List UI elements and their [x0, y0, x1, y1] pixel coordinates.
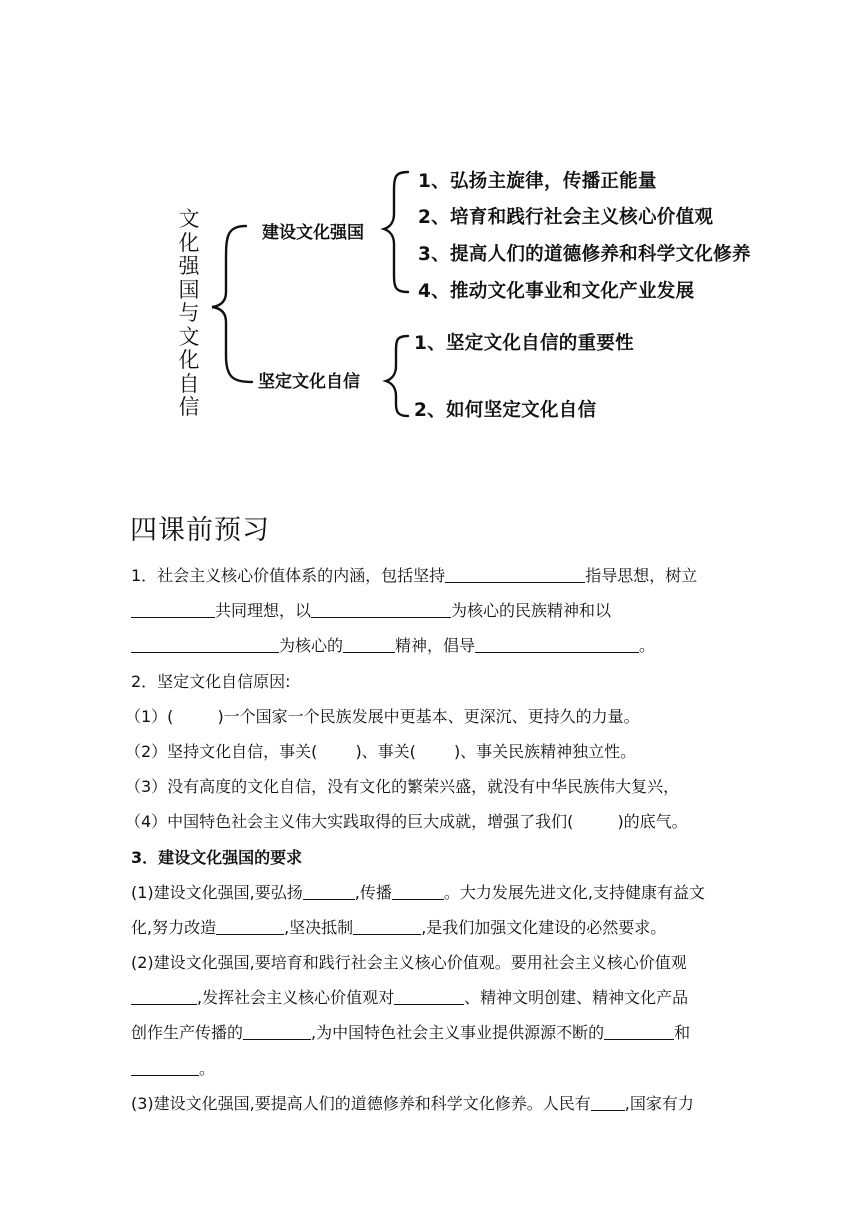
fill-blank[interactable] — [475, 636, 639, 653]
line-text: 。 — [199, 1058, 216, 1078]
line-text: 1．社会主义核心价值体系的内涵，包括坚持 — [131, 566, 446, 585]
exercise-line — [131, 664, 741, 699]
exercise-line — [125, 734, 741, 769]
line-text: 精神，倡导 — [395, 636, 476, 656]
exercise-line — [131, 945, 741, 980]
line-text: 共同理想，以 — [215, 601, 312, 621]
line-text: （3）没有高度的文化自信，没有文化的繁荣兴盛，就没有中华民族伟大复兴， — [125, 777, 680, 797]
line-text: (2)建设文化强国,要培育和践行社会主义核心价值观。要用社会主义核心价值观 — [131, 953, 687, 973]
exercise-line — [131, 1015, 741, 1050]
brace-lines — [0, 0, 860, 460]
line-text: 创作生产传播的 — [131, 1023, 244, 1043]
line-text: (3)建设文化强国,要提高人们的道德修养和科学文化修养。人民有 — [131, 1093, 591, 1113]
exercise-line — [131, 1086, 741, 1121]
exercise-line — [131, 980, 741, 1015]
exercise-line — [125, 699, 741, 734]
fill-blank[interactable] — [604, 1023, 674, 1040]
fill-blank[interactable] — [343, 636, 395, 653]
exercise-line — [131, 1051, 741, 1086]
line-text: （1）( — [125, 706, 174, 726]
exercise-line — [131, 875, 741, 910]
leaf-item: 3、提高人们的道德修养和科学文化修养 — [418, 244, 751, 265]
line-text: )一个国家一个民族发展中更基本、更深沉、更持久的力量。 — [217, 706, 640, 726]
line-text: 3．建设文化强国的要求 — [131, 847, 303, 867]
upper-brace — [384, 172, 408, 292]
branch-label-confidence: 坚定文化自信 — [258, 372, 360, 392]
fill-blank[interactable] — [243, 1023, 311, 1040]
line-text: 为核心的 — [279, 636, 344, 656]
line-text: 。大力发展先进文化,支持健康有益文 — [443, 882, 705, 902]
root-title: 文化强国与文化自信 — [178, 207, 200, 419]
line-text: 为核心的民族精神和以 — [451, 601, 612, 621]
root-brace — [212, 226, 252, 382]
line-text: （2）坚持文化自信，事关( — [125, 741, 318, 761]
fill-blank[interactable] — [392, 883, 444, 900]
exercise-heading — [131, 840, 741, 875]
line-text: 、精神文明创建、精神文化产品 — [464, 988, 689, 1008]
line-text: （4）中国特色社会主义伟大实践取得的巨大成就，增强了我们( — [125, 812, 574, 832]
line-text: 指导思想，树立 — [585, 566, 698, 585]
fill-blank[interactable] — [131, 636, 279, 653]
exercise-line — [131, 558, 741, 593]
preview-exercise — [125, 558, 741, 1121]
lower-brace — [386, 336, 408, 416]
branch-label-strong-nation: 建设文化强国 — [262, 223, 364, 243]
line-text: 和 — [674, 1023, 691, 1043]
line-text: 2．坚定文化自信原因: — [131, 671, 291, 691]
line-text: ,传播 — [354, 882, 392, 902]
fill-blank[interactable] — [353, 918, 421, 935]
fill-blank[interactable] — [445, 566, 585, 583]
line-text: )的底气。 — [617, 812, 688, 832]
line-text: 化,努力改造 — [131, 917, 217, 937]
fill-blank[interactable] — [131, 1059, 199, 1076]
leaf-item: 2、培育和践行社会主义核心价值观 — [418, 207, 714, 228]
section-title: 四课前预习 — [130, 515, 270, 546]
fill-blank[interactable] — [131, 988, 197, 1005]
line-text: ,为中国特色社会主义事业提供源源不断的 — [311, 1023, 605, 1043]
fill-blank[interactable] — [394, 988, 464, 1005]
line-text: ,坚决抵制 — [284, 917, 354, 937]
leaf-item: 2、如何坚定文化自信 — [414, 400, 597, 421]
concept-map — [0, 0, 860, 460]
line-text: ,发挥社会主义核心价值观对 — [197, 988, 395, 1008]
line-text: )、事关( — [355, 741, 416, 761]
exercise-line — [131, 628, 741, 663]
line-text: )、事关民族精神独立性。 — [453, 741, 637, 761]
fill-blank[interactable] — [303, 883, 355, 900]
exercise-line — [131, 593, 741, 628]
leaf-item: 4、推动文化事业和文化产业发展 — [418, 281, 695, 302]
fill-blank[interactable] — [311, 601, 451, 618]
line-text: ,是我们加强文化建设的必然要求。 — [421, 917, 667, 937]
fill-blank[interactable] — [591, 1094, 625, 1111]
leaf-item: 1、坚定文化自信的重要性 — [414, 333, 634, 354]
line-text: ,国家有力 — [624, 1093, 694, 1113]
exercise-line — [125, 769, 741, 804]
line-text: (1)建设文化强国,要弘扬 — [131, 882, 303, 902]
fill-blank[interactable] — [131, 601, 215, 618]
leaf-item: 1、弘扬主旋律，传播正能量 — [418, 171, 657, 192]
fill-blank[interactable] — [216, 918, 284, 935]
exercise-line — [131, 910, 741, 945]
line-text: 。 — [639, 636, 656, 656]
exercise-line — [125, 804, 741, 839]
